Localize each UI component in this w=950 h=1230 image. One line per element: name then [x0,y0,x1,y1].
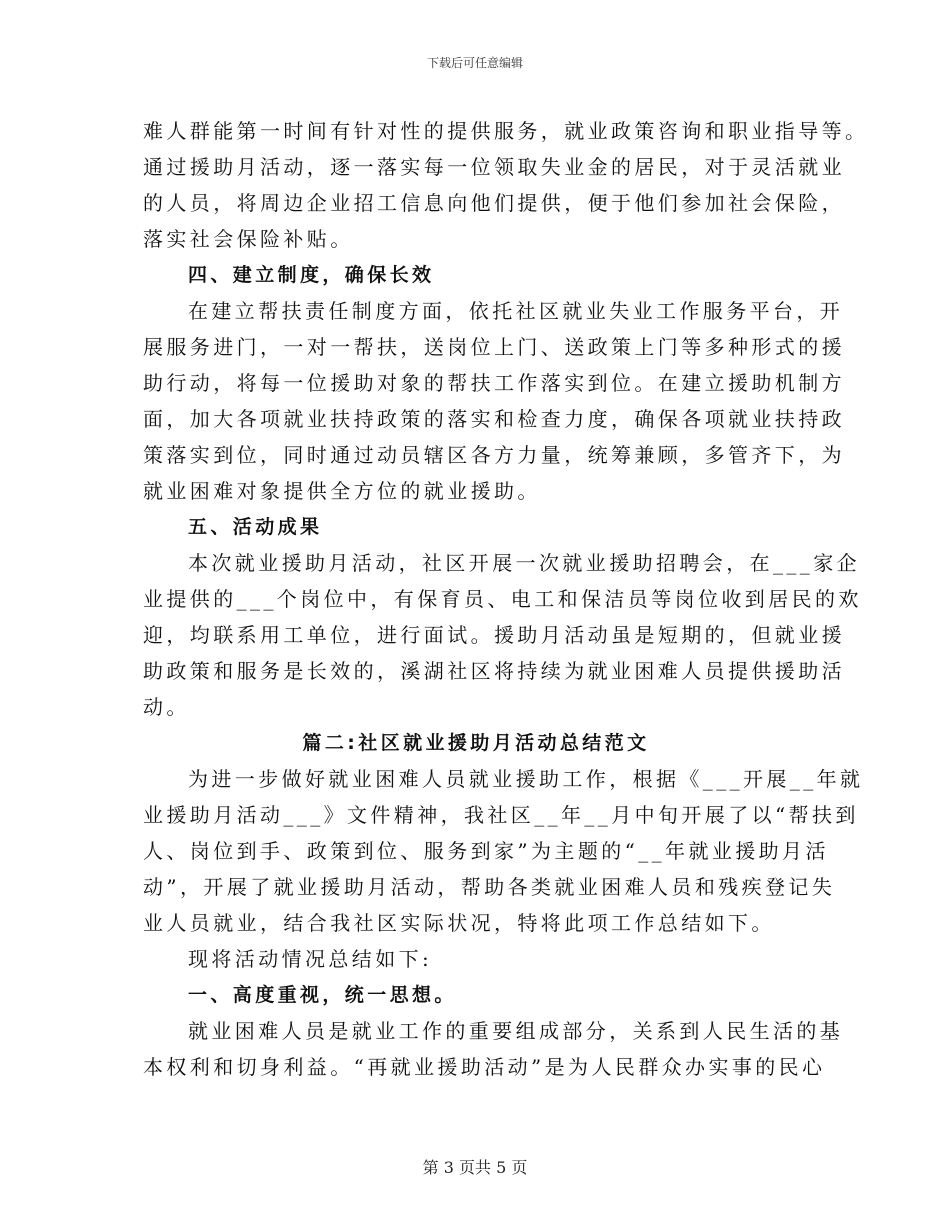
paragraph-line: 本次就业援助月活动，社区开展一次就业援助招聘会，在___家企 [188,551,860,575]
paragraph-line: 动。 [143,695,190,719]
paragraph-line: 助行动，将每一位援助对象的帮扶工作落实到位。在建立援助机制方 [143,371,845,395]
paragraph-line: 就业困难对象提供全方位的就业援助。 [143,479,541,503]
paragraph-line: 现将活动情况总结如下: [188,947,433,971]
paragraph-line: 助政策和服务是长效的，溪湖社区将持续为就业困难人员提供援助活 [143,659,845,683]
paragraph-line: 通过援助月活动，逐一落实每一位领取失业金的居民，对于灵活就业 [143,155,845,179]
paragraph-line: 策落实到位，同时通过动员辖区各方力量，统筹兼顾，多管齐下，为 [143,443,845,467]
paragraph-line: 就业困难人员是就业工作的重要组成部分，关系到人民生活的基 [188,1019,844,1043]
section-heading: 一、高度重视，统一思想。 [188,984,457,1006]
paragraph-line: 为进一步做好就业困难人员就业援助工作，根据《___开展__年就 [188,767,864,791]
section-heading: 四、建立制度，确保长效 [188,264,435,286]
paragraph-line: 的人员，将周边企业招工信息向他们提供，便于他们参加社会保险， [143,191,845,215]
paragraph-line: 动”，开展了就业援助月活动，帮助各类就业困难人员和残疾登记失 [143,875,836,899]
paragraph-line: 业人员就业，结合我社区实际状况，特将此项工作总结如下。 [143,911,775,935]
page-header: 下载后可任意编辑 [426,56,523,70]
paragraph-line: 业援助月活动___》文件精神，我社区__年__月中旬开展了以“帮扶到 [143,803,859,827]
paragraph-line: 迎，均联系用工单位，进行面试。援助月活动虽是短期的，但就业援 [143,623,845,647]
paragraph-line: 展服务进门，一对一帮扶，送岗位上门、送政策上门等多种形式的援 [143,335,845,359]
paragraph-line: 业提供的___个岗位中，有保育员、电工和保洁员等岗位收到居民的欢 [143,587,862,611]
paragraph-line: 人、岗位到手、政策到位、服务到家”为主题的“__年就业援助月活 [143,839,829,863]
paragraph-line: 本权利和切身利益。“再就业援助活动”是为人民群众办实事的民心 [143,1055,826,1079]
paragraph-line: 落实社会保险补贴。 [143,227,354,251]
page-footer: 第 3 页共 5 页 [422,1158,528,1177]
article-title: 篇二:社区就业援助月活动总结范文 [302,732,650,754]
section-heading: 五、活动成果 [188,516,323,538]
paragraph-line: 在建立帮扶责任制度方面，依托社区就业失业工作服务平台，开 [188,299,844,323]
document-body [143,113,869,1085]
paragraph-line: 面，加大各项就业扶持政策的落实和检查力度，确保各项就业扶持政 [143,407,845,431]
paragraph-line: 难人群能第一时间有针对性的提供服务，就业政策咨询和职业指导等。 [143,119,869,143]
